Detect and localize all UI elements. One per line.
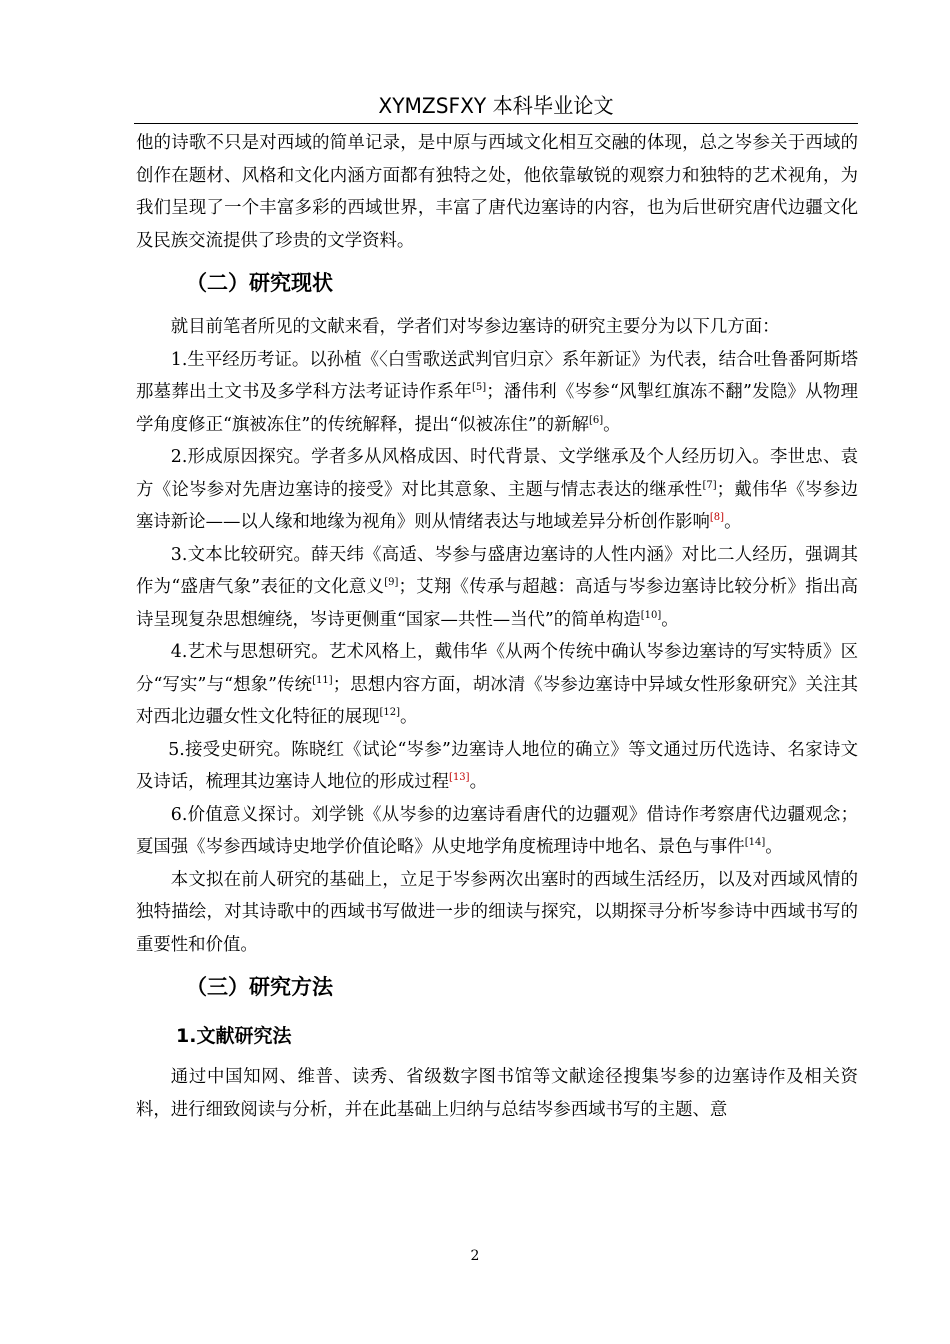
running-header: XYMZSFXY 本科毕业论文: [378, 94, 614, 118]
research-status-lead: 就目前笔者所见的文献来看，学者们对岑参边塞诗的研究主要分为以下几方面：: [170, 317, 780, 337]
research-item-text: 。: [765, 837, 783, 857]
research-item-5: [136, 734, 858, 799]
research-item-4: [136, 636, 858, 734]
research-item-text: 。: [724, 512, 742, 532]
research-item-text: 1.生平经历考证。以孙植《〈白雪歌送武判官归京〉系年新证》为代表，结合吐鲁番阿斯塔那墓葬出土文书及多学科方法考证诗作系年: [136, 349, 858, 402]
intro-paragraph: 他的诗歌不只是对西域的简单记录，是中原与西域文化相互交融的体现，总之岑参关于西域的创作在题材、风格和文化内涵方面都有独特之处，他依靠敏锐的观察力和独特的艺术视角，为我们呈现了一个丰富多彩的西域世界，丰富了唐代边塞诗的内容，也为后世研究唐代边疆文化及民族交流提供了珍贵的文学资料。: [136, 133, 858, 251]
research-item-1: [136, 344, 858, 442]
section-heading-research-methods: （三）研究方法: [186, 975, 333, 999]
citation-ref: [7]: [702, 479, 717, 491]
research-item-text: ；艾翔《传承与超越：高适与岑参边塞诗比较分析》指出高诗呈现复杂思想缠绕，岑诗更侧重“国家—共性—当代”的简单构造: [136, 577, 858, 630]
research-item-text: 。: [661, 609, 679, 630]
research-item-text: 。: [603, 414, 621, 435]
research-item-text: ；潘伟利《岑参“风掣红旗冻不翻”发隐》从物理学角度修正“旗被冻住”的传统解释，提出“似被冻住”的新解: [136, 382, 858, 435]
research-item-text: 。: [400, 707, 418, 727]
research-status-closing: 本文拟在前人研究的基础上，立足于岑参两次出塞时的西域生活经历，以及对西域风情的独特描绘，对其诗歌中的西域书写做进一步的细读与探究，以期探寻分析岑参诗中西域书写的重要性和价值。: [136, 869, 858, 955]
research-item-text: ；戴伟华《岑参边塞诗新论——以人缘和地缘为视角》则从情绪表达与地域差异分析创作影响: [136, 479, 858, 532]
citation-ref: [11]: [312, 674, 333, 686]
citation-ref: [10]: [640, 609, 662, 621]
research-item-2: [136, 441, 858, 539]
citation-ref: [12]: [379, 707, 401, 718]
research-item-text: ；思想内容方面，胡冰清《岑参边塞诗中异域女性形象研究》关注其对西北边疆女性文化特征的展现: [136, 674, 858, 727]
research-item-text: 5.接受史研究。陈晓红《试论“岑参”边塞诗人地位的确立》等文通过历代选诗、名家诗文及诗话，梳理其边塞诗人地位的形成过程: [136, 739, 858, 792]
literature-method-paragraph: 通过中国知网、维普、读秀、省级数字图书馆等文献途径搜集岑参的边塞诗作及相关资料，进行细致阅读与分析，并在此基础上归纳与总结岑参西域书写的主题、意: [136, 1067, 858, 1120]
section-heading-research-status: （二）研究现状: [186, 271, 333, 295]
research-item-6: [136, 799, 858, 864]
citation-ref-highlighted: [8]: [709, 512, 725, 523]
subsection-heading-literature-method: 1.文献研究法: [176, 1025, 292, 1047]
citation-ref: [9]: [384, 577, 399, 588]
research-item-text: 。: [469, 772, 487, 792]
citation-ref: [6]: [588, 414, 604, 426]
research-item-text: 3.文本比较研究。薛天纬《高适、岑参与盛唐边塞诗的人性内涵》对比二人经历，强调其作为“盛唐气象”表征的文化意义: [136, 544, 858, 597]
citation-ref: [14]: [744, 837, 766, 848]
body-text: [136, 127, 858, 1126]
research-item-text: 6.价值意义探讨。刘学铫《从岑参的边塞诗看唐代的边疆观》借诗作考察唐代边疆观念；夏国强《岑参西域诗史地学价值论略》从史地学角度梳理诗中地名、景色与事件: [136, 804, 858, 857]
research-item-3: [136, 539, 858, 637]
page-number: 2: [470, 1248, 480, 1264]
citation-ref: [5]: [472, 382, 487, 393]
research-item-text: 4.艺术与思想研究。艺术风格上，戴伟华《从两个传统中确认岑参边塞诗的写实特质》区分“写实”与“想象”传统: [136, 642, 858, 695]
citation-ref-highlighted: [13]: [449, 772, 470, 783]
research-item-text: 2.形成原因探究。学者多从风格成因、时代背景、文学继承及个人经历切入。李世忠、袁方《论岑参对先唐边塞诗的接受》对比其意象、主题与情志表达的继承性: [136, 447, 858, 500]
header-rule: [134, 123, 858, 124]
